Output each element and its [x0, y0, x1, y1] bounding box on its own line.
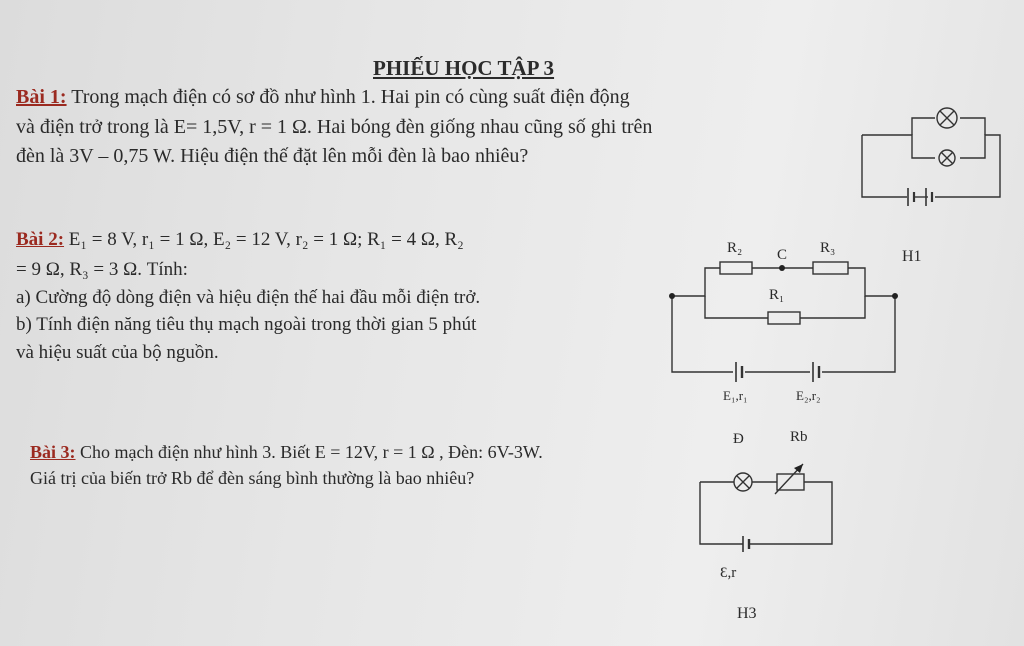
h1-e2r2-label: E₂,r₂ [796, 388, 821, 403]
h1-e1r1-label: E₁,r₁ [723, 388, 748, 403]
bai3-text-1: Cho mạch điện như hình 3. Biết E = 12V, r = 1 Ω , Đèn: 6V-3W. [80, 442, 543, 462]
figure-h3-circuit [700, 464, 832, 552]
h3-caption: H3 [737, 605, 757, 622]
h1-c-label: C [777, 247, 788, 263]
h1-r1-label: R₁ [769, 287, 785, 303]
bai2-text-1: E₁ = 8 V, r₁ = 1 Ω, E₂ = 12 V, r₂ = 1 Ω; R₁ = 4 Ω, R₂ [68, 229, 464, 250]
bai3-label: Bài 3: [30, 442, 76, 462]
bai1-line-3: đèn là 3V – 0,75 W. Hiệu điện thế đặt lên mỗi đèn là bao nhiêu? [16, 145, 529, 167]
h1-r3-label: R₃ [820, 240, 836, 256]
bai2-line-3: a) Cường độ dòng điện và hiệu điện thế hai đầu mỗi điện trở. [16, 287, 481, 308]
h3-lamp-label: Đ [733, 431, 744, 447]
h3-rb-label: Rb [790, 429, 808, 445]
h3-er-label: Ɛ,r [720, 565, 737, 581]
figure-h1-circuit [672, 262, 895, 382]
h1-r2-label: R₂ [727, 240, 743, 256]
bai1-label: Bài 1: [16, 86, 67, 108]
bai1-text-1: Trong mạch điện có sơ đồ như hình 1. Hai pin có cùng suất điện động [71, 86, 630, 108]
bai2-line-5: và hiệu suất của bộ nguồn. [16, 342, 219, 363]
bai3-line-2: Giá trị của biến trở Rb để đèn sáng bình thường là bao nhiêu? [30, 468, 475, 488]
page-title: PHIẾU HỌC TẬP 3 [373, 56, 555, 80]
bai2-line-2: = 9 Ω, R₃ = 3 Ω. Tính: [16, 259, 188, 280]
bai2-line-4: b) Tính điện năng tiêu thụ mạch ngoài trong thời gian 5 phút [16, 314, 477, 335]
bai2-label: Bài 2: [16, 229, 65, 250]
figure-1-circuit [862, 108, 1000, 206]
bai1-line-2: và điện trở trong là E= 1,5V, r = 1 Ω. Hai bóng đèn giống nhau cũng số ghi trên [16, 116, 653, 138]
h1-caption: H1 [902, 248, 922, 265]
